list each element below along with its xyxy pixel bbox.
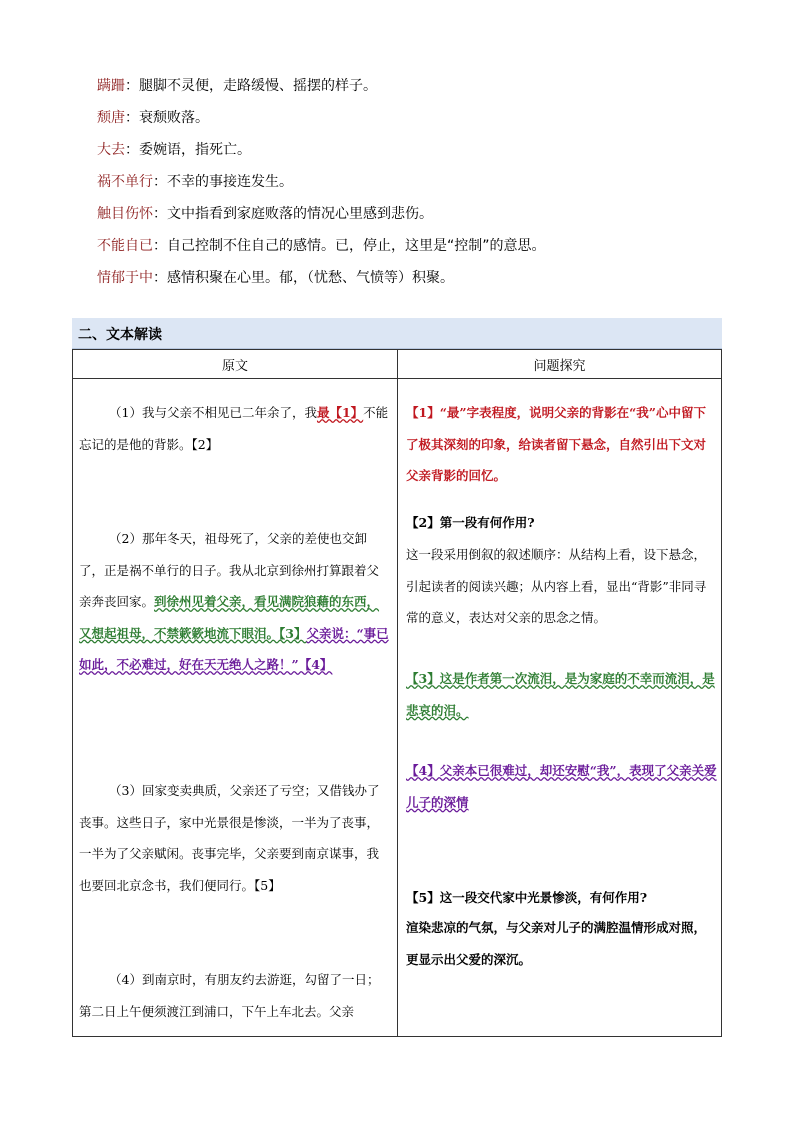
vocab-item bbox=[97, 262, 737, 294]
vocab-def: ：文中指看到家庭败落的情况心里感到悲伤。 bbox=[153, 206, 433, 222]
annotation-mark-1: 最【1】 bbox=[316, 405, 364, 420]
vocab-def: ：感情积聚在心里。郁，（忧愁、气愤等）积聚。 bbox=[153, 270, 454, 286]
paragraph-4-text: （4）到南京时，有朋友约去游逛，勾留了一日；第二日上午便须渡江到浦口，下午上车北去。父亲 bbox=[79, 972, 380, 1019]
note-5-question: 【5】这一段交代家中光景惨淡，有何作用? bbox=[406, 890, 648, 905]
paragraph-1-text: （1）我与父亲不相见已二年余了，我 bbox=[109, 405, 317, 420]
note-5-answer: 渲染悲凉的气氛，与父亲对儿子的满腔温情形成对照，更显示出父爱的深沉。 bbox=[406, 920, 707, 967]
vocab-term: 触目伤怀 bbox=[97, 206, 153, 222]
vocab-term: 大去 bbox=[97, 142, 125, 158]
vocab-term: 祸不单行 bbox=[97, 174, 153, 190]
header-question-inquiry: 问题探究 bbox=[398, 350, 722, 379]
section-title: 二、文本解读 bbox=[78, 327, 162, 343]
note-4: 【4】父亲本已很难过，却还安慰“我”，表现了父亲关爱儿子的深情 bbox=[406, 763, 717, 810]
paragraph-3-text: （3）回家变卖典质，父亲还了亏空；又借钱办了丧事。这些日子，家中光景很是惨淡，一半为了丧事，一半为了父亲赋闲。丧事完毕，父亲要到南京谋事，我也要回北京念书，我们便同行。【5】 bbox=[79, 783, 380, 893]
vocab-item bbox=[97, 70, 737, 102]
vocab-term: 颓唐 bbox=[97, 110, 125, 126]
note-2-question: 【2】第一段有何作用? bbox=[406, 515, 535, 530]
table-body-row bbox=[73, 379, 722, 1037]
note-2-answer: 这一段采用倒叙的叙述顺序：从结构上看，设下悬念，引起读者的阅读兴趣；从内容上看，显出“背影”非同寻常的意义，表达对父亲的思念之情。 bbox=[406, 547, 707, 625]
note-1: 【1】“最”字表程度，说明父亲的背影在“我”心中留下了极其深刻的印象，给读者留下悬念，自然引出下文对父亲背影的回忆。 bbox=[406, 405, 707, 483]
paragraph-2-text: （2）那年冬天，祖母死了，父亲的差使也交卸了，正是祸不单行的日子。我从北京到徐州打算跟着父亲奔丧回家。 bbox=[79, 531, 380, 609]
paragraph-1 bbox=[79, 397, 389, 460]
vocab-item bbox=[97, 102, 737, 134]
vocab-term: 不能自已 bbox=[97, 238, 153, 254]
annotated-sentence-4: 父亲说：“事已如此，不必难过，好在天无绝人之路！”【4】 bbox=[79, 625, 389, 672]
vocab-def: ：不幸的事接连发生。 bbox=[153, 174, 293, 190]
paragraph-4 bbox=[79, 964, 389, 1027]
vocab-term: 蹒跚 bbox=[97, 78, 125, 94]
vocab-item bbox=[97, 198, 737, 230]
vocab-def: ：委婉语，指死亡。 bbox=[125, 142, 251, 158]
original-text-cell bbox=[73, 379, 398, 1037]
vocab-item bbox=[97, 230, 737, 262]
section-header bbox=[72, 318, 722, 349]
reading-table bbox=[72, 349, 722, 1037]
annotated-sentence-3: 到徐州见着父亲，看见满院狼藉的东西，又想起祖母，不禁簌簌地流下眼泪。【3】 bbox=[79, 594, 380, 641]
vocab-list bbox=[97, 70, 737, 294]
vocab-def: ：衰颓败落。 bbox=[125, 110, 209, 126]
vocab-item bbox=[97, 166, 737, 198]
header-original-text: 原文 bbox=[73, 350, 398, 379]
vocab-item bbox=[97, 134, 737, 166]
vocab-def: ：腿脚不灵便，走路缓慢、摇摆的样子。 bbox=[125, 78, 377, 94]
question-inquiry-cell bbox=[398, 379, 722, 1037]
paragraph-2 bbox=[79, 523, 389, 681]
vocab-def: ：自己控制不住自己的感情。已，停止，这里是“控制”的意思。 bbox=[153, 238, 546, 254]
table-header-row bbox=[73, 350, 722, 379]
paragraph-1-text-end: 不能忘记的是他的背影。【2】 bbox=[79, 405, 389, 452]
vocab-term: 情郁于中 bbox=[97, 270, 153, 286]
paragraph-3 bbox=[79, 775, 389, 901]
note-3: 【3】这是作者第一次流泪，是为家庭的不幸而流泪，是悲哀的泪。 bbox=[406, 671, 715, 718]
